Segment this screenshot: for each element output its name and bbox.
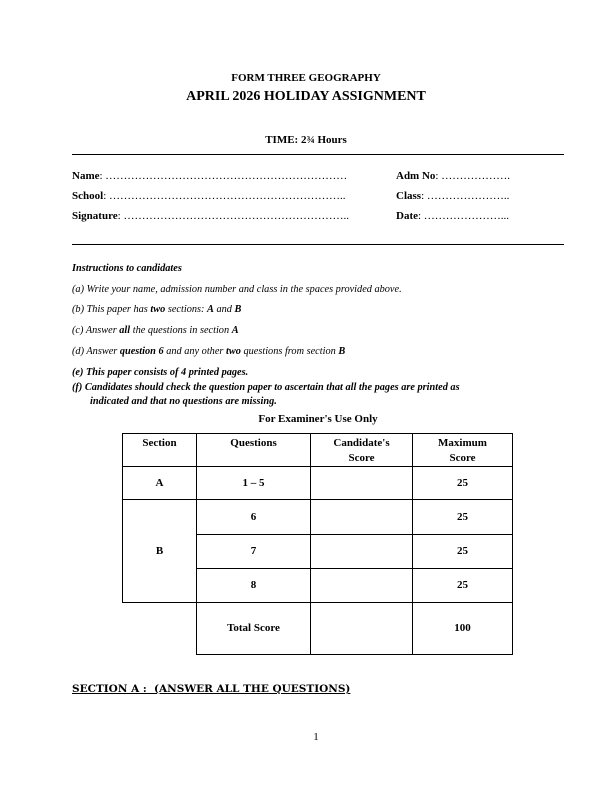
maximum-score-cell: 25 xyxy=(413,467,513,500)
total-candidate-score[interactable] xyxy=(311,603,413,655)
instruction-e: (e) This paper consists of 4 printed pages. xyxy=(72,367,249,378)
adm-no-field[interactable] xyxy=(396,170,510,182)
empty-cell xyxy=(123,603,197,655)
adm-no-label: Adm No xyxy=(396,170,436,182)
page-number: 1 xyxy=(313,731,319,743)
total-maximum-score: 100 xyxy=(413,603,513,655)
class-field[interactable] xyxy=(396,190,509,202)
instruction-a: (a) Write your name, admission number and class in the spaces provided above. xyxy=(72,284,402,295)
questions-cell: 6 xyxy=(197,500,311,535)
divider-top xyxy=(72,154,564,155)
name-dots: : ………………………………………………………… xyxy=(99,170,348,182)
school-dots: : ……………………………………………………….. xyxy=(103,190,346,202)
adm-no-dots: : ………………. xyxy=(435,170,510,182)
candidate-score-cell[interactable] xyxy=(311,569,413,603)
signature-dots: : …………………………………………………….. xyxy=(117,210,349,222)
section-cell: B xyxy=(123,500,197,603)
divider-bottom xyxy=(72,244,564,245)
table-row xyxy=(123,500,513,535)
instruction-b: (b) This paper has two sections: A and B xyxy=(72,304,242,315)
maximum-score-cell: 25 xyxy=(413,569,513,603)
subject-title: FORM THREE GEOGRAPHY xyxy=(231,72,381,84)
maximum-score-cell: 25 xyxy=(413,535,513,569)
instructions-heading: Instructions to candidates xyxy=(72,263,182,274)
class-label: Class xyxy=(396,190,422,202)
questions-cell: 7 xyxy=(197,535,311,569)
class-dots: : ………………….. xyxy=(421,190,510,202)
header-maximum-score: Maximum Score xyxy=(413,434,513,467)
instruction-f-continued: indicated and that no questions are missing. xyxy=(90,396,277,407)
signature-field[interactable] xyxy=(72,210,349,222)
date-label: Date xyxy=(396,210,418,222)
table-header-row xyxy=(123,434,513,467)
questions-cell: 1 – 5 xyxy=(197,467,311,500)
header-candidate-score: Candidate's Score xyxy=(311,434,413,467)
header-questions: Questions xyxy=(197,434,311,467)
total-label: Total Score xyxy=(197,603,311,655)
total-row xyxy=(123,603,513,655)
maximum-score-cell: 25 xyxy=(413,500,513,535)
date-field[interactable] xyxy=(396,210,509,222)
header-section: Section xyxy=(123,434,197,467)
date-dots: : …………………... xyxy=(418,210,510,222)
name-label: Name xyxy=(72,170,100,182)
candidate-score-cell[interactable] xyxy=(311,467,413,500)
school-field[interactable] xyxy=(72,190,346,202)
candidate-score-cell[interactable] xyxy=(311,500,413,535)
questions-cell: 8 xyxy=(197,569,311,603)
signature-label: Signature xyxy=(72,210,118,222)
time-allowed: TIME: 2¾ Hours xyxy=(265,134,347,146)
table-row xyxy=(123,467,513,500)
section-a-heading: SECTION A : (ANSWER ALL THE QUESTIONS) xyxy=(72,683,351,695)
instruction-f: (f) Candidates should check the question paper to ascertain that all the pages are printed as xyxy=(72,382,460,393)
examiner-score-table xyxy=(122,433,513,655)
school-label: School xyxy=(72,190,104,202)
assignment-title: APRIL 2026 HOLIDAY ASSIGNMENT xyxy=(186,89,426,104)
instruction-d: (d) Answer question 6 and any other two questions from section B xyxy=(72,346,346,357)
table-caption: For Examiner's Use Only xyxy=(258,413,378,425)
name-field[interactable] xyxy=(72,170,347,182)
instruction-c: (c) Answer all the questions in section A xyxy=(72,325,239,336)
section-cell: A xyxy=(123,467,197,500)
candidate-score-cell[interactable] xyxy=(311,535,413,569)
